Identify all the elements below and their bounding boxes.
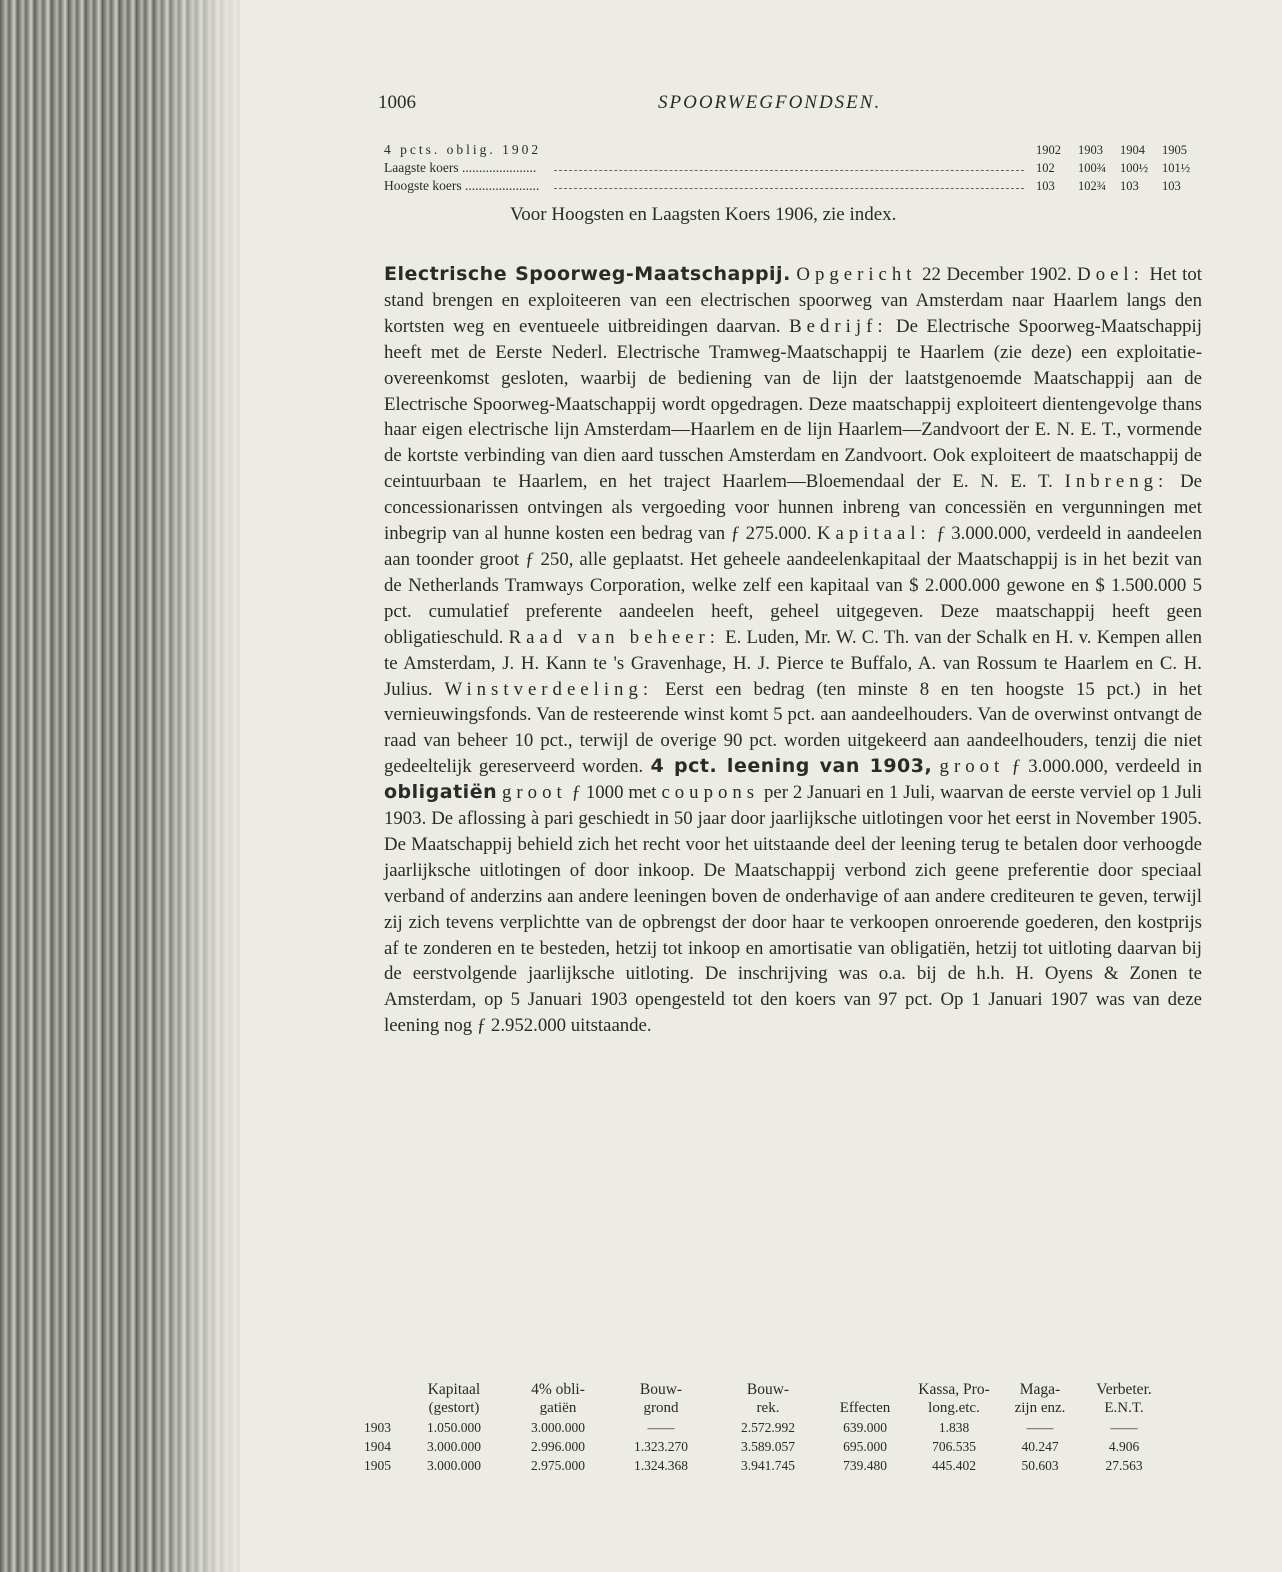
label-raad-van-beheer: Raad van beheer: [508, 626, 720, 648]
table-cell: 706.535 [932, 1439, 976, 1454]
value-cell: 101½ [1162, 161, 1191, 175]
table-cell: 445.402 [932, 1458, 976, 1473]
label-coupons: coupons [661, 782, 760, 804]
table-cell: —— [647, 1420, 675, 1435]
label-kapitaal: Kapitaal: [816, 523, 931, 545]
koersen-row [384, 177, 1202, 195]
text-segment: per 2 Januari en 1 Juli, waarvan de eerste verviel op 1 Juli 1903. De aflossing à pari geschiedt in 50 jaar door jaarlijksche uitlotingen voor het eerst in November 1905. De Maatschappij behield zich het recht voor het uitstaande deel der leening terug te betalen door verhoogde jaarlijksche uitlotingen of door inkoop. De Maatschappij verbond zich geene preferentie door speciaal verband of anderzins aan andere leeningen boven de onderhavige of aan andere crediteuren te geven, terwijl zij zich tevens verplichtte van de opbrengst der door haar te verkoopen onroerende goederen, den kostprijs af te zonderen en te besteden, hetzij tot inkoop en amortisatie van obligatiën, hetzij tot uitloting daarvan bij de eerstvolgende jaarlijksche uitloting. De inschrijving was o.a. bij de h.h. H. Oyens & Zonen te Amsterdam, op 5 Januari 1903 opengesteld tot den koers van 97 pct. Op 1 Januari 1907 was van deze leening nog ƒ 2.952.000 uitstaande. [384, 782, 1203, 1037]
column-header: Kapitaal [427, 1381, 481, 1398]
column-header: Bouw- [639, 1381, 683, 1398]
koersen-heading-row [384, 141, 1202, 159]
column-header: Maga- [1019, 1381, 1061, 1398]
text-segment: Eerst een bedrag (ten minste 8 en ten hoogste 15 pct.) in het vernieuwingsfonds. Van de resteerende winst komt 5 pct. aan aandeelhouders. Van de overwinst ontvangt de raad van beheer 10 pct., terwijl de overige 90 pct. worden uitgekeerd aan aandeelhouders, tenzij die niet gedeeltelijk gereserveerd worden. [384, 678, 1202, 778]
text-segment: Het tot stand brengen en exploiteeren van een electrischen spoorweg van Amsterdam naar Haarlem langs den kortsten weg en eventueele uitbreidingen daarvan. [384, 264, 1203, 337]
label-groot: groot [939, 756, 1005, 778]
table-row [364, 1456, 1168, 1475]
table-cell: 3.589.057 [741, 1439, 795, 1454]
entry-paragraph [384, 262, 1202, 1039]
label-inbreng: Inbreng: [1064, 471, 1169, 493]
column-subheader: rek. [756, 1400, 780, 1416]
koersen-heading: 4 pcts. oblig. 1902 [384, 142, 542, 157]
company-entry [384, 262, 1202, 1039]
column-header: Kassa, Pro- [918, 1381, 990, 1398]
table-cell: —— [1110, 1420, 1138, 1435]
text-segment: ƒ 3.000.000, verdeeld in [1004, 756, 1202, 778]
column-subheader: grond [643, 1400, 679, 1416]
table-row [364, 1437, 1168, 1456]
year-column-header [364, 1399, 400, 1418]
page [364, 86, 1206, 1486]
year-cell: 1904 [364, 1439, 391, 1454]
table-cell: 50.603 [1021, 1458, 1059, 1473]
table-header-row [364, 1380, 1168, 1399]
obligatien-heading: obligatiën [384, 781, 498, 804]
value-cell: 102¾ [1078, 179, 1107, 193]
koersen-block [384, 141, 1202, 195]
dash-leader [554, 188, 1024, 189]
table-cell: 3.000.000 [531, 1420, 585, 1435]
dash-leader [554, 170, 1024, 171]
table-cell: 3.941.745 [741, 1458, 795, 1473]
label-bedrijf: Bedrijf: [789, 315, 888, 337]
table-cell: 4.906 [1108, 1439, 1140, 1454]
value-cell: 100½ [1120, 161, 1149, 175]
table-cell: 1.323.270 [634, 1439, 688, 1454]
table-cell: 1.838 [938, 1420, 970, 1435]
column-subheader: zijn enz. [1014, 1400, 1066, 1416]
text-segment: ƒ 3.000.000, verdeeld in aandeelen aan toonder groot ƒ 250, alle geplaatst. Het geheele aandeelenkapitaal der Maatschappij is in het bezit van de Netherlands Tramways Corporation, welke zelf een kapitaal van $ 2.000.000 gewone en $ 1.500.000 5 pct. cumulatief preferente aandeelen heeft, geheel uitgegeven. Deze maatschappij heeft geen obligatieschuld. [384, 523, 1202, 648]
year-cell: 1902 [1036, 143, 1061, 157]
value-cell: 103 [1162, 179, 1181, 193]
table-cell: 2.975.000 [531, 1458, 585, 1473]
running-title: SPOORWEGFONDSEN. [658, 92, 882, 113]
page-number: 1006 [378, 92, 416, 113]
loan-heading: 4 pct. leening van 1903, [650, 755, 933, 778]
year-cell: 1905 [364, 1458, 391, 1473]
label-groot: groot [502, 782, 567, 804]
year-cell: 1903 [364, 1420, 391, 1435]
balance-table [364, 1380, 1168, 1475]
row-label: Laagste koers ...................... [384, 160, 537, 175]
column-subheader: Effecten [839, 1400, 891, 1416]
year-cell: 1903 [1078, 143, 1103, 157]
text-segment: De concessionarissen ontvingen als vergoeding voor hunnen inbreng van concessiën en vergunningen met inbegrip van al hunne kosten een bedrag van ƒ 275.000. [384, 471, 1202, 545]
table-cell: 1.050.000 [427, 1420, 481, 1435]
column-header: 4% obli- [531, 1381, 585, 1398]
column-subheader: E.N.T. [1104, 1400, 1144, 1416]
page-gutter-shadow [150, 0, 260, 1572]
table-cell: —— [1026, 1420, 1054, 1435]
table-cell: 40.247 [1021, 1439, 1059, 1454]
table-cell: 3.000.000 [427, 1458, 481, 1473]
label-doel: Doel: [1077, 264, 1144, 285]
table-row [364, 1418, 1168, 1437]
value-cell: 100¾ [1078, 161, 1107, 175]
year-column-header [364, 1380, 400, 1399]
column-header: Verbeter. [1096, 1381, 1152, 1398]
text-segment: E. Luden, Mr. W. C. Th. van der Schalk en H. v. Kempen allen te Amsterdam, J. H. Kann te 's Gravenhage, H. J. Pierce te Buffalo, A. van Rossum te Haarlem en C. H. Julius. [384, 626, 1202, 700]
text-segment: 22 December 1902. [916, 264, 1078, 285]
value-cell: 103 [1036, 179, 1055, 193]
table-cell: 2.572.992 [741, 1420, 795, 1435]
label-winstverdeeling: Winstverdeeling: [444, 678, 654, 700]
value-cell: 103 [1120, 179, 1139, 193]
text-segment: De Electrische Spoorweg-Maatschappij heeft met de Eerste Nederl. Electrische Tramweg-Maatschappij te Haarlem (zie deze) een exploitatie-overeenkomst gesloten, waarbij de bediening van de lijn der laatstgenoemde Maatschappij aan de Electrische Spoorweg-Maatschappij wordt opgedragen. Deze maatschappij exploiteert dientengevolge thans haar eigen electrische lijn Amsterdam—Haarlem en de lijn Haarlem—Zandvoort der E. N. E. T., vormende de kortste verbinding van dien aard tusschen Amsterdam en Zandvoort. Ook exploiteert de maatschappij de ceintuurbaan te Haarlem, en het traject Haarlem—Bloemendaal der E. N. E. T. [384, 315, 1202, 493]
koersen-note: Voor Hoogsten en Laagsten Koers 1906, zie index. [510, 204, 897, 225]
text-segment: ƒ 1000 met [566, 782, 662, 804]
table-cell: 1.324.368 [634, 1458, 688, 1473]
table-cell: 639.000 [843, 1420, 887, 1435]
column-subheader: (gestort) [428, 1400, 480, 1416]
table-cell: 3.000.000 [427, 1439, 481, 1454]
column-subheader: long.etc. [928, 1400, 980, 1416]
label-opgericht: Opgericht [796, 264, 917, 285]
column-subheader: gatiën [539, 1400, 577, 1416]
value-cell: 102 [1036, 161, 1055, 175]
table-subheader-row [364, 1399, 1168, 1418]
year-cell: 1905 [1162, 143, 1187, 157]
year-cell: 1904 [1120, 143, 1145, 157]
column-header: Bouw- [746, 1381, 790, 1398]
row-label: Hoogste koers ...................... [384, 178, 540, 193]
koersen-row [384, 159, 1202, 177]
table-cell: 739.480 [843, 1458, 887, 1473]
table-cell: 27.563 [1105, 1458, 1143, 1473]
table-cell: 695.000 [843, 1439, 887, 1454]
table-cell: 2.996.000 [531, 1439, 585, 1454]
column-header [822, 1380, 908, 1399]
company-name: Electrische Spoorweg-Maatschappij. [384, 263, 791, 285]
